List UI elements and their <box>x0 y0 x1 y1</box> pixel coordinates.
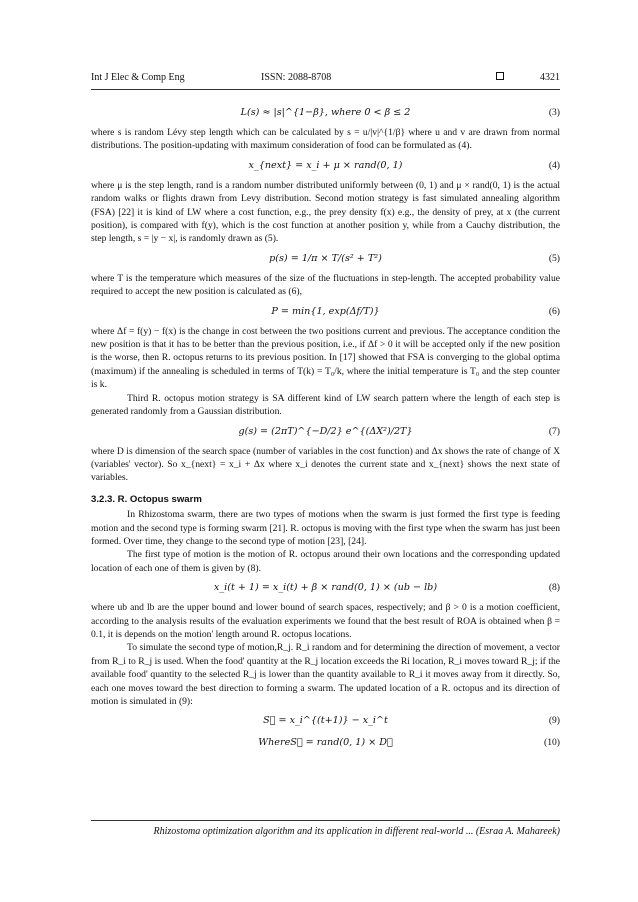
equation-7 <box>91 423 560 441</box>
equation-math: WhereS⃗ = rand(0, 1) × D⃗ <box>258 737 393 749</box>
equation-math: g(s) = (2πT)^{−D/2} e^{(ΔX²)/2T} <box>238 425 413 437</box>
page-footer: Rhizostomа optimization algorithm and its application in different real-world ... (Esraa A. Mahareek) <box>153 826 560 837</box>
paragraph: where s is random Lévy step length which can be calculated by s = u/|v|^{1/β} where u and v are drawn from normal distributions. The position-updating with maximum consideration of food can be formulated as (4). <box>91 127 560 152</box>
paragraph: where Δf = f(y) − f(x) is the change in cost between the two positions current and previous. The acceptance condition the new position is that it has to be better than the previous position, i.e., if Δf > 0 it will be accepted only if the new position is the worse, then R. octopus returns to its previous position. In [17] showed that FSA is converging to the global optima (maximum) if the annealing is scheduled in terms of T(k) = T₀/k, where the initial temperature is T₀ and the step counter is k. <box>91 325 560 391</box>
equation-10 <box>91 734 560 752</box>
equation-number: (7) <box>548 425 560 437</box>
header-rule <box>91 89 560 90</box>
equation-number: (8) <box>548 582 560 594</box>
equation-3 <box>91 104 560 122</box>
page-header <box>91 72 560 86</box>
equation-math: S⃗ = x_i^{(t+1)} − x_i^t <box>263 715 388 727</box>
equation-number: (5) <box>548 252 560 264</box>
equation-math: L(s) ≈ |s|^{1−β}, where 0 < β ≤ 2 <box>240 107 411 118</box>
footer-rule <box>91 820 560 821</box>
paragraph: To simulate the second type of motion,R_j. R_i random and for determining the direction of movement, a vector from R_i to R_j is used. When the food' quantity at the R_j location exceeds the Ri location, R_i moves toward R_j; if the available food' quantity to the selected R_j is lower than the quantity available to R_i it moves away from it directly. So, each one moves toward the best direction to forming a swarm. The updated location of a R. octopus and its direction of motion is simulated in (9): <box>91 642 560 707</box>
equation-number: (10) <box>544 737 560 749</box>
paragraph: Third R. octopus motion strategy is SA different kind of LW search pattern where the length of each step is generated randomly from a Gaussian distribution. <box>91 392 560 418</box>
paragraph: The first type of motion is the motion of R. octopus around their own locations and the corresponding updated location of each one of them is given by (8). <box>91 549 560 574</box>
section-heading: 3.2.3. R. Octopus swarm <box>91 493 202 505</box>
equation-5 <box>91 250 560 268</box>
body-content <box>91 100 560 756</box>
paragraph: where T is the temperature which measures of the size of the fluctuations in step-length. The accepted probability value required to accept the new position is calculated as (6), <box>91 272 560 298</box>
paragraph: where ub and lb are the upper bound and lower bound of search spaces, respectively; and β > 0 is a motion coefficient, according to the analysis results of the evaluation experiments we found that the best result of ROA is obtained when β = 0.1, it is depends on the motion' length around R. octopus locations. <box>91 602 560 640</box>
equation-6 <box>91 303 560 321</box>
equation-number: (9) <box>548 715 560 727</box>
page-number: 4321 <box>540 72 560 83</box>
equation-math: x_{next} = x_i + μ × rand(0, 1) <box>248 159 403 171</box>
paragraph: where D is dimension of the search space (number of variables in the cost function) and Δx shows the rate of change of X (variables' vector). So x_{next} = x_i + Δx where x_i denotes the current state and x_{next} shows the next state of variables. <box>91 445 560 484</box>
equation-math: x_i(t + 1) = x_i(t) + β × rand(0, 1) × (ub − lb) <box>213 582 438 594</box>
equation-math: P = min{1, exp(Δf/T)} <box>271 305 380 317</box>
equation-number: (6) <box>548 305 560 317</box>
journal-name: Int J Elec & Comp Eng <box>91 72 185 83</box>
equation-8 <box>91 579 560 597</box>
equation-number: (3) <box>548 107 560 118</box>
equation-4 <box>91 157 560 175</box>
paragraph: In Rhizostoma swarm, there are two types of motions when the swarm is just formed the first type is feeding motion and the second type is forming swarm [21]. R. octopus is moving with the first type when the swarm has just been formed. Over time, they change to the second type of motion [23], [24]. <box>91 509 560 547</box>
equation-number: (4) <box>548 159 560 171</box>
equation-math: p(s) = 1/π × T/(s² + T²) <box>269 252 382 264</box>
paragraph: where μ is the step length, rand is a random number distributed uniformly between (0, 1) and μ × rand(0, 1) is the actual random walks or flights drawn from Levy distribution. Second motion strategy is fast simulated annealing algorithm (FSA) [22] it is kind of LW where a cost function, e.g., the prey density f(x) e.g., the density of prey, at x (the current position), is compared with f(y), which is the cost function at another position y, while from a Cauchy distribution, the step length, s = |y − x|, is randomly drawn as (5). <box>91 179 560 245</box>
checkbox-icon <box>496 72 504 80</box>
issn: ISSN: 2088-8708 <box>261 72 332 83</box>
equation-9 <box>91 712 560 730</box>
